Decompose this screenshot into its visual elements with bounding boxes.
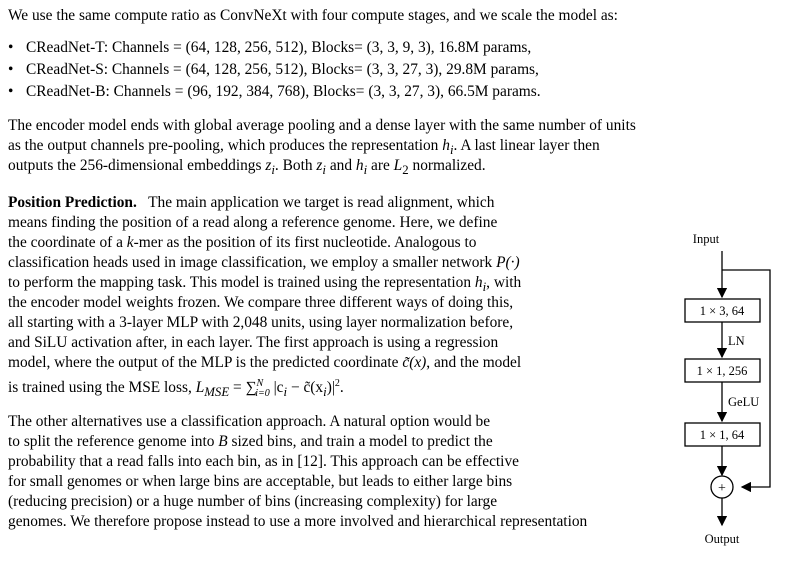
para3-line2: means finding the position of a read along a reference genome. Here, we define: [8, 214, 498, 231]
ln-label: LN: [728, 334, 745, 348]
conv-box-2-label: 1 × 1, 256: [696, 364, 748, 378]
section-heading: Position Prediction.: [8, 194, 137, 211]
bullet-item-s: • CReadNet-S: Channels = (64, 128, 256, 512), Blocks= (3, 3, 27, 3), 29.8M params,: [8, 61, 539, 78]
para2-line2: as the output channels pre-pooling, which produces the representation $h_i$. A last linear layer then: [8, 137, 600, 158]
para3-line8: and SiLU activation after, in each layer. The first approach is using a regression: [8, 334, 499, 351]
input-label: Input: [692, 232, 720, 246]
para3-line10: is trained using the MSE loss, $L_{MSE} = \sum^N_{i=0}$ $|c_i$ − $c̃(x_i)|^2$.: [8, 378, 344, 400]
bullet-item-b: • CReadNet-B: Channels = (96, 192, 384, 768), Blocks= (3, 3, 27, 3), 66.5M params.: [8, 83, 541, 100]
conv-box-1-label: 1 × 3, 64: [699, 304, 745, 318]
conv-box-3-label: 1 × 1, 64: [699, 428, 745, 442]
para3-line1: Position Prediction. The main application we target is read alignment, which: [8, 194, 495, 211]
para2-line1: The encoder model ends with global average pooling and a dense layer with the same number of units: [8, 117, 636, 134]
residual-block-diagram: [670, 225, 805, 555]
bullet-model-name: CReadNet-B: [26, 83, 106, 100]
para4-line1: The other alternatives use a classification approach. A natural option would be: [8, 413, 491, 430]
output-label: Output: [704, 532, 740, 546]
para4-line3: probability that a read falls into each bin, as in [12]. This approach can be effective: [8, 453, 519, 470]
para3-line4: classification heads used in image classification, we employ a smaller network P(·): [8, 254, 520, 271]
para3-line6: the encoder model weights frozen. We compare three different ways of doing this,: [8, 294, 514, 311]
intro-text: We use the same compute ratio as ConvNeXt with four compute stages, and we scale the model as:: [8, 7, 618, 24]
para3-line9: model, where the output of the MLP is the predicted coordinate c̃(x), and the model: [8, 354, 522, 371]
bullet-model-name: CReadNet-T: [26, 39, 104, 56]
bullet-icon: •: [8, 39, 14, 56]
para4-line2: to split the reference genome into B sized bins, and train a model to predict the: [8, 433, 493, 450]
bullet-model-name: CReadNet-S: [26, 61, 104, 78]
para4-line6: genomes. We therefore propose instead to use a more involved and hierarchical representation: [8, 513, 588, 530]
bullet-item-t: • CReadNet-T: Channels = (64, 128, 256, 512), Blocks= (3, 3, 9, 3), 16.8M params,: [8, 39, 532, 56]
para4-line5: (reducing precision) or a huge number of bins (increasing complexity) for large: [8, 493, 498, 510]
para3-line7: all starting with a 3-layer MLP with 2,048 units, using layer normalization before,: [8, 314, 514, 331]
bullet-icon: •: [8, 61, 14, 78]
para3-line3: the coordinate of a k-mer as the position of its first nucleotide. Analogous to: [8, 234, 477, 251]
para3-line5: to perform the mapping task. This model is trained using the representation $h_i$, with: [8, 274, 522, 295]
para2-line3: outputs the 256-dimensional embeddings $z_i$. Both $z_i$ and $h_i$ are $L_2$ normalized.: [8, 157, 486, 178]
para4-line4: for small genomes or when large bins are acceptable, but leads to either large bins: [8, 473, 513, 490]
bullet-icon: •: [8, 83, 14, 100]
plus-icon: +: [718, 481, 726, 496]
gelu-label: GeLU: [728, 395, 760, 409]
